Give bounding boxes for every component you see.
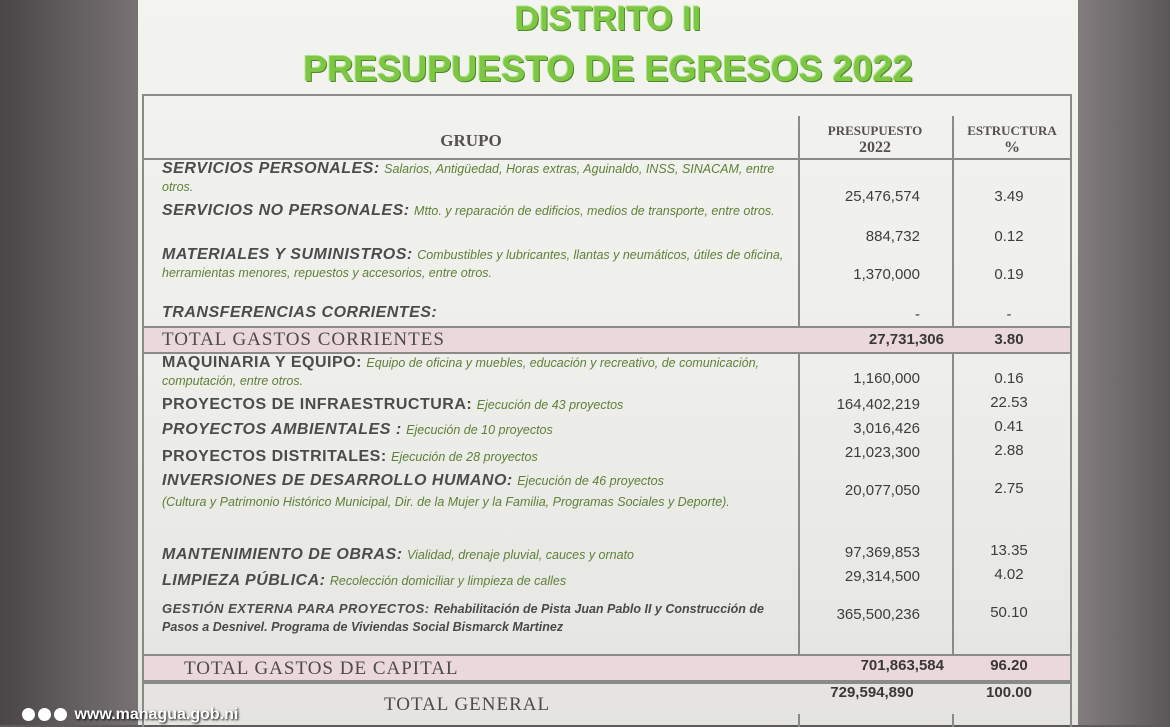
header-estructura-label: ESTRUCTURA <box>967 123 1057 138</box>
row-description: Ejecución de 10 proyectos <box>406 423 553 437</box>
projection-screen <box>138 0 1078 725</box>
total-corrientes-amount: 27,731,306 <box>868 331 944 348</box>
row-description: Mtto. y reparación de edificios, medios de transporte, entre otros. <box>414 204 775 218</box>
total-general-percent: 100.00 <box>986 684 1032 701</box>
row-percent: 50.10 <box>990 604 1028 621</box>
total-capital-amount: 701,863,584 <box>860 657 944 674</box>
total-corrientes-percent: 3.80 <box>994 331 1024 348</box>
row-category: GESTIÓN EXTERNA PARA PROYECTOS: <box>162 601 430 616</box>
row-amount: 3,016,426 <box>853 420 920 437</box>
total-general-amount: 729,594,890 <box>830 684 914 701</box>
table-header <box>144 96 1070 160</box>
row-amount: 20,077,050 <box>844 482 920 499</box>
header-grupo: GRUPO <box>440 131 502 150</box>
total-general-row <box>144 682 1070 714</box>
row-percent: 22.53 <box>990 394 1028 411</box>
total-capital-row <box>144 654 1070 682</box>
header-presupuesto <box>800 122 950 156</box>
instagram-icon <box>54 708 67 721</box>
row-percent: 13.35 <box>990 542 1028 559</box>
table-row <box>162 396 792 414</box>
table-row <box>162 202 792 220</box>
row-amount: 884,732 <box>865 228 920 245</box>
row-percent: 4.02 <box>994 566 1024 583</box>
header-presupuesto-year: 2022 <box>859 139 891 156</box>
row-amount: 1,160,000 <box>853 370 920 387</box>
row-percent: 0.19 <box>994 266 1024 283</box>
total-corrientes-label: TOTAL GASTOS CORRIENTES <box>162 329 445 350</box>
title-distrito: DISTRITO II <box>514 0 702 38</box>
row-category: MATERIALES Y SUMINISTROS: <box>162 246 413 263</box>
table-row <box>162 546 792 564</box>
row-description: Combustibles y lubricantes, llantas y neumáticos, útiles de oficina, herramientas menores, repuestos y accesorios, entre otros. <box>162 248 784 280</box>
row-amount: - <box>915 306 920 323</box>
budget-table <box>142 94 1072 727</box>
row-description: Salarios, Antigüedad, Horas extras, Aguinaldo, INSS, SINACAM, entre otros. <box>162 162 775 194</box>
row-percent: 0.12 <box>994 228 1024 245</box>
row-category: MAQUINARIA Y EQUIPO: <box>162 354 362 371</box>
total-capital-percent: 96.20 <box>990 657 1028 674</box>
row-category: TRANSFERENCIAS CORRIENTES: <box>162 304 438 321</box>
table-row <box>162 354 792 390</box>
row-amount: 25,476,574 <box>844 188 920 205</box>
table-row <box>162 304 792 321</box>
table-row <box>162 246 792 282</box>
row-description: Ejecución de 28 proyectos <box>391 450 538 464</box>
row-percent: 2.88 <box>994 442 1024 459</box>
row-description: Equipo de oficina y muebles, educación y recreativo, de comunicación, computación, entre otros. <box>162 356 759 388</box>
row-amount: 21,023,300 <box>844 444 920 461</box>
row-amount: 1,370,000 <box>853 266 920 283</box>
row-amount: 97,369,853 <box>844 544 920 561</box>
row-category: SERVICIOS PERSONALES: <box>162 160 380 177</box>
facebook-icon <box>22 708 35 721</box>
total-general-label: TOTAL GENERAL <box>384 694 551 715</box>
watermark-url: www.managua.gob.ni <box>74 706 239 723</box>
header-estructura-unit: % <box>1004 139 1020 156</box>
row-category: MANTENIMIENTO DE OBRAS: <box>162 546 403 563</box>
row-percent: - <box>1006 306 1012 323</box>
row-description: Ejecución de 46 proyectos <box>517 474 664 488</box>
total-corrientes-row <box>144 326 1070 354</box>
header-presupuesto-label: PRESUPUESTO <box>827 123 923 138</box>
row-amount: 164,402,219 <box>836 396 920 413</box>
row-category: PROYECTOS AMBIENTALES : <box>162 421 402 438</box>
watermark <box>22 706 238 724</box>
row-category: LIMPIEZA PÚBLICA: <box>162 572 326 589</box>
table-row <box>162 600 792 636</box>
wall-left <box>0 0 145 725</box>
total-capital-label: TOTAL GASTOS DE CAPITAL <box>184 658 459 679</box>
row-category: SERVICIOS NO PERSONALES: <box>162 202 410 219</box>
row-percent: 0.16 <box>994 370 1024 387</box>
row-description: Recolección domiciliar y limpieza de calles <box>329 574 567 588</box>
row-description: Vialidad, drenaje pluvial, cauces y ornato <box>407 548 634 562</box>
header-estructura <box>954 122 1070 156</box>
row-percent: 3.49 <box>994 188 1024 205</box>
row-percent: 0.41 <box>994 418 1024 435</box>
row-amount: 365,500,236 <box>836 606 920 623</box>
table-row <box>162 160 792 196</box>
table-row <box>162 572 792 590</box>
table-row <box>162 472 792 511</box>
table-row <box>162 448 792 466</box>
row-category: PROYECTOS DE INFRAESTRUCTURA: <box>162 396 473 413</box>
row-description: Ejecución de 43 proyectos <box>476 398 624 412</box>
title-presupuesto: PRESUPUESTO DE EGRESOS 2022 <box>303 48 913 89</box>
row-amount: 29,314,500 <box>844 568 920 585</box>
row-description: Rehabilitación de Pista Juan Pablo II y Construcción de Pasos a Desnivel. Programa de Viviendas Social Bismarck Martinez <box>162 602 764 634</box>
row-category: PROYECTOS DISTRITALES: <box>162 448 387 465</box>
twitter-icon <box>38 708 51 721</box>
row-percent: 2.75 <box>994 480 1024 497</box>
row-category: INVERSIONES DE DESARROLLO HUMANO: <box>162 472 513 489</box>
row-description-detail: (Cultura y Patrimonio Histórico Municipal, Dir. de la Mujer y la Familia, Programas Sociales y Deporte). <box>162 495 730 509</box>
table-row <box>162 421 792 439</box>
